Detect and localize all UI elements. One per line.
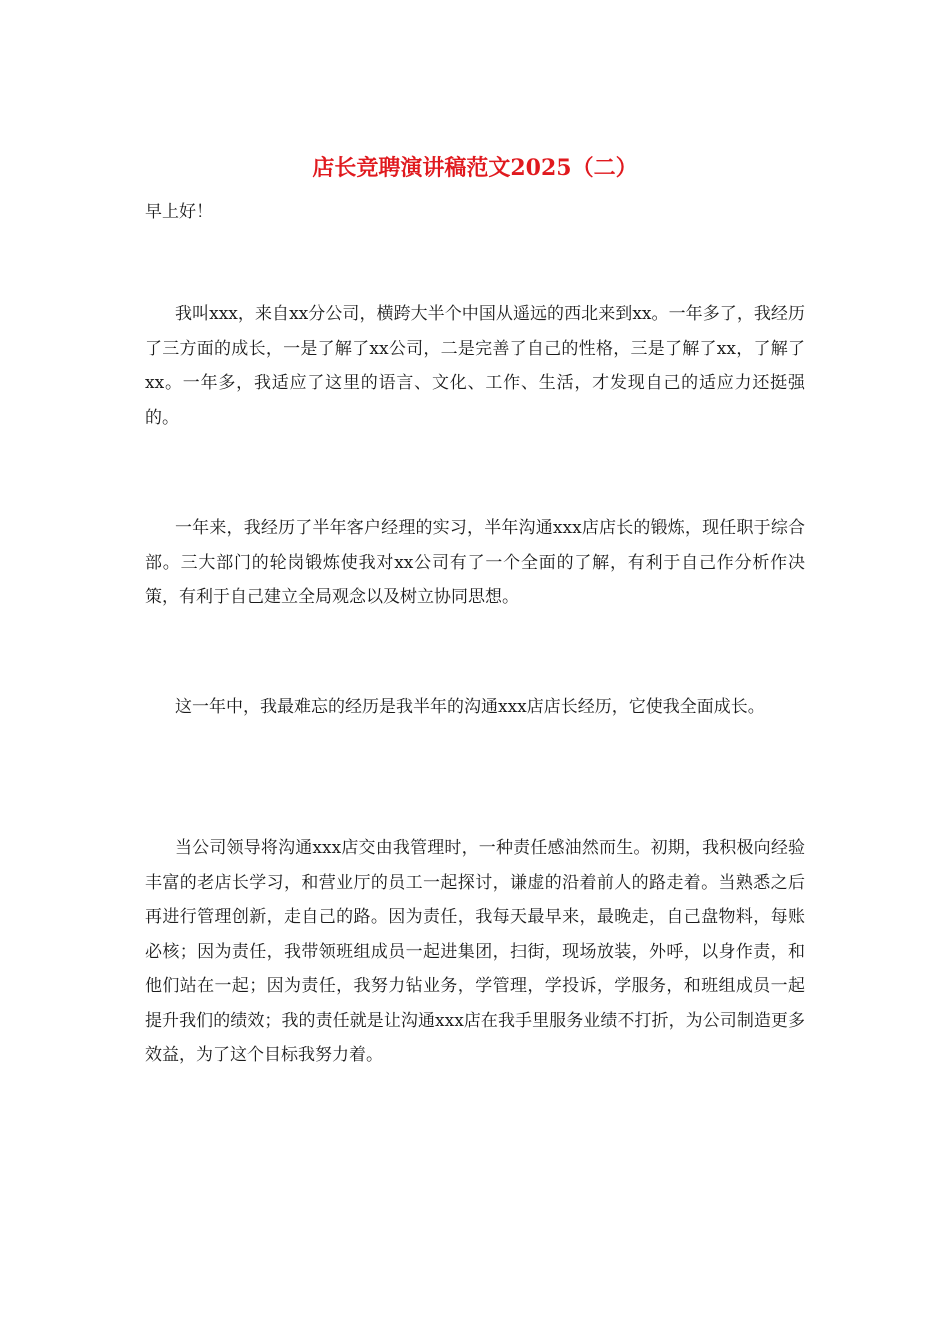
greeting-line: 早上好！ — [145, 202, 213, 222]
paragraph-1: 我叫xxx，来自xx分公司，横跨大半个中国从遥远的西北来到xx。一年多了，我经历了三方面的成长，一是了解了xx公司，二是完善了自己的性格，三是了解了xx，了解了xx。一年多，我适应了这里的语言、文化、工作、生活，才发现自己的适应力还挺强的。 — [145, 304, 805, 428]
document-title: 店长竞聘演讲稿范文2025（二） — [312, 155, 638, 181]
paragraph-4: 当公司领导将沟通xxx店交由我管理时，一种责任感油然而生。初期，我积极向经验丰富的老店长学习，和营业厅的员工一起探讨，谦虚的沿着前人的路走着。当熟悉之后再进行管理创新，走自己的路。因为责任，我每天最早来，最晚走，自己盘物料，每账必核；因为责任，我带领班组成员一起进集团，扫街，现场放装，外呼，以身作责，和他们站在一起；因为责任，我努力钻业务，学管理，学投诉，学服务，和班组成员一起提升我们的绩效；我的责任就是让沟通xxx店在我手里服务业绩不打折，为公司制造更多效益，为了这个目标我努力着。 — [145, 838, 805, 1065]
paragraph-3: 这一年中，我最难忘的经历是我半年的沟通xxx店店长经历，它使我全面成长。 — [175, 697, 765, 717]
paragraph-2: 一年来，我经历了半年客户经理的实习，半年沟通xxx店店长的锻炼，现任职于综合部。三大部门的轮岗锻炼使我对xx公司有了一个全面的了解，有利于自己作分析作决策，有利于自己建立全局观念以及树立协同思想。 — [145, 518, 805, 607]
